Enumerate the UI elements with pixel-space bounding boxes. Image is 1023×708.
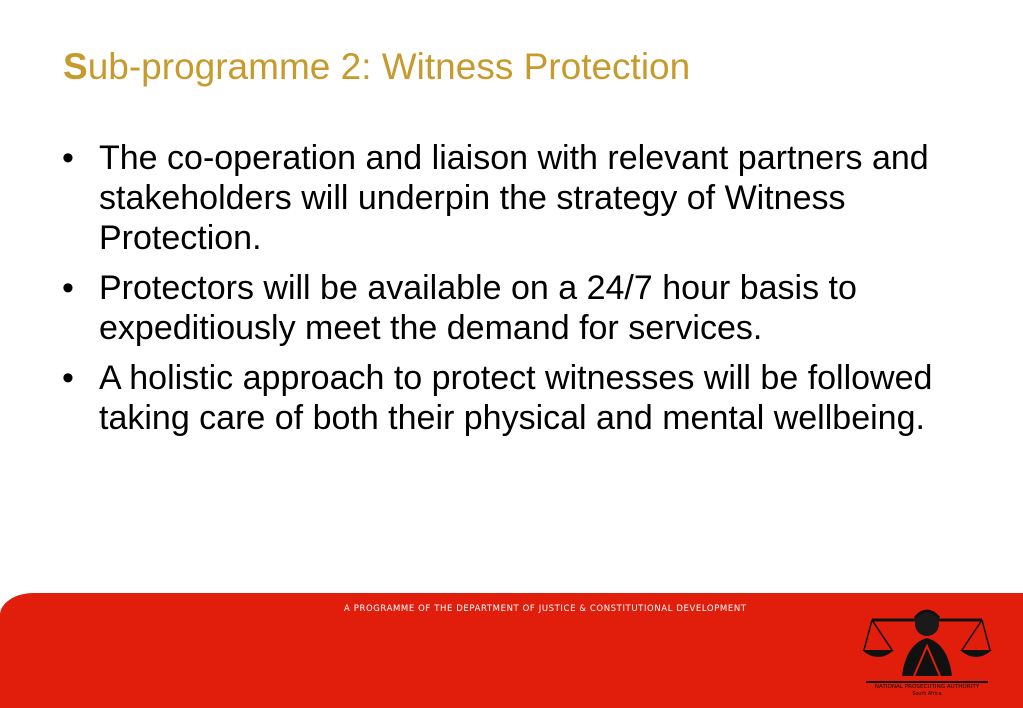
slide-title bbox=[63, 42, 690, 92]
bullet-text: A holistic approach to protect witnesses will be followed taking care of both their physical and mental wellbeing. bbox=[99, 359, 933, 437]
justice-scales-icon bbox=[862, 598, 992, 684]
footer-band bbox=[0, 593, 1023, 708]
slide-title-first-letter: S bbox=[63, 46, 88, 87]
bullet-point-icon: • bbox=[62, 139, 74, 177]
bullet-text: Protectors will be available on a 24/7 hour basis to expeditiously meet the demand for services. bbox=[99, 269, 857, 347]
bullet-point-icon: • bbox=[62, 359, 74, 397]
logo-country: South Africa bbox=[912, 692, 942, 697]
bullet-item bbox=[62, 138, 962, 258]
bullet-item bbox=[62, 268, 962, 348]
bullet-list bbox=[62, 138, 962, 448]
logo-organisation-name: NATIONAL PROSECUTING AUTHORITY bbox=[874, 684, 980, 690]
slide-title-rest: ub-programme 2: Witness Protection bbox=[87, 46, 691, 87]
bullet-item bbox=[62, 358, 962, 438]
bullet-text: The co-operation and liaison with relevant partners and stakeholders will underpin the strategy of Witness Protection. bbox=[99, 139, 929, 257]
footer-programme-text: A PROGRAMME OF THE DEPARTMENT OF JUSTICE & CONSTITUTIONAL DEVELOPMENT bbox=[344, 604, 747, 614]
bullet-point-icon: • bbox=[62, 269, 74, 307]
